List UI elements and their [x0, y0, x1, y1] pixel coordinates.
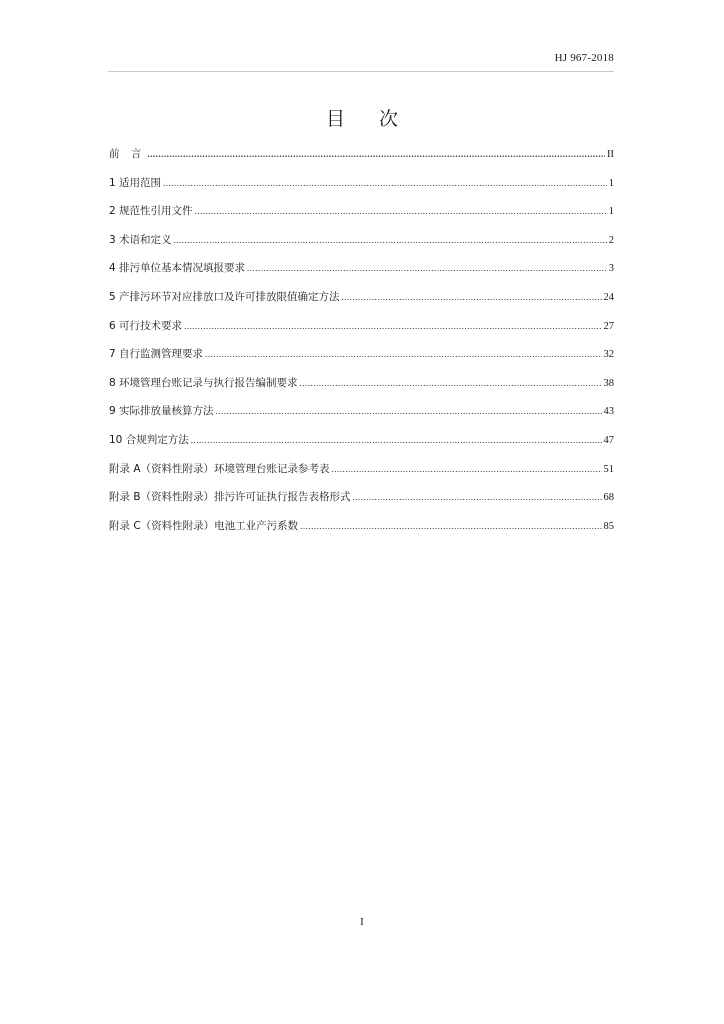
toc-entry-label: 10 合规判定方法 — [109, 433, 189, 446]
dot-leader — [174, 235, 607, 245]
toc-entry-page: 32 — [603, 349, 614, 361]
toc-entry[interactable] — [109, 175, 614, 204]
toc-entry-page: 2 — [608, 234, 614, 246]
toc-entry[interactable] — [109, 461, 614, 490]
dot-leader — [195, 206, 607, 216]
toc-entry-page: 1 — [608, 177, 614, 189]
dot-leader — [191, 435, 602, 445]
toc-entry[interactable] — [109, 489, 614, 518]
toc-entry-page: 27 — [603, 320, 614, 332]
toc-entry-label: 9 实际排放量核算方法 — [109, 405, 214, 418]
dot-leader — [205, 349, 601, 359]
toc-entry[interactable] — [109, 432, 614, 461]
dot-leader — [332, 464, 602, 474]
page-title: 目 次 — [325, 108, 413, 130]
dot-leader — [353, 492, 602, 502]
toc-entry-page: 47 — [603, 434, 614, 446]
toc-entry-page: 85 — [603, 520, 614, 532]
toc-entry-page: 3 — [608, 263, 614, 275]
toc-entry-label: 8 环境管理台账记录与执行报告编制要求 — [109, 376, 298, 389]
toc-entry-page: 1 — [608, 206, 614, 218]
dot-leader — [247, 263, 607, 273]
toc-entry-label: 3 术语和定义 — [109, 233, 172, 246]
toc-entry[interactable] — [109, 260, 614, 289]
dot-leader — [342, 292, 602, 302]
dot-leader — [300, 378, 602, 388]
toc-entry-label: 2 规范性引用文件 — [109, 205, 193, 218]
toc-entry-page: II — [607, 149, 614, 160]
toc-entry[interactable] — [109, 375, 614, 404]
toc-entry-label: 1 适用范围 — [109, 176, 162, 189]
toc-entry-page: 38 — [603, 377, 614, 389]
toc-entry-label: 4 排污单位基本情况填报要求 — [109, 262, 246, 275]
toc-entry[interactable] — [109, 289, 614, 318]
dot-leader — [147, 149, 605, 159]
page-number: I — [360, 916, 364, 928]
dot-leader — [300, 521, 601, 531]
toc-entry-label: 附录 B（资料性附录）排污许可证执行报告表格形式 — [109, 491, 351, 504]
toc-entry-page: 43 — [603, 406, 614, 418]
toc-entry-label: 6 可行技术要求 — [109, 319, 183, 332]
standard-code: HJ 967-2018 — [554, 52, 614, 64]
toc-entry-page: 68 — [603, 492, 614, 504]
toc-entry-label: 附录 C（资料性附录）电池工业产污系数 — [109, 519, 299, 532]
toc-entry[interactable] — [109, 318, 614, 347]
toc-entry-label: 7 自行监测管理要求 — [109, 348, 204, 361]
dot-leader — [216, 406, 602, 416]
toc-entry-page: 51 — [603, 463, 614, 475]
dot-leader — [163, 178, 607, 188]
toc-entry-label: 前 言 — [109, 148, 146, 160]
toc-entry-page: 24 — [603, 291, 614, 303]
table-of-contents — [109, 146, 614, 546]
toc-entry-label: 5 产排污环节对应排放口及许可排放限值确定方法 — [109, 290, 340, 303]
toc-entry-label: 附录 A（资料性附录）环境管理台账记录参考表 — [109, 462, 330, 475]
toc-entry[interactable] — [109, 403, 614, 432]
toc-entry[interactable] — [109, 232, 614, 261]
toc-entry[interactable] — [109, 146, 614, 175]
toc-entry[interactable] — [109, 518, 614, 547]
toc-entry[interactable] — [109, 346, 614, 375]
header-divider — [108, 71, 614, 72]
toc-entry[interactable] — [109, 203, 614, 232]
dot-leader — [184, 321, 601, 331]
